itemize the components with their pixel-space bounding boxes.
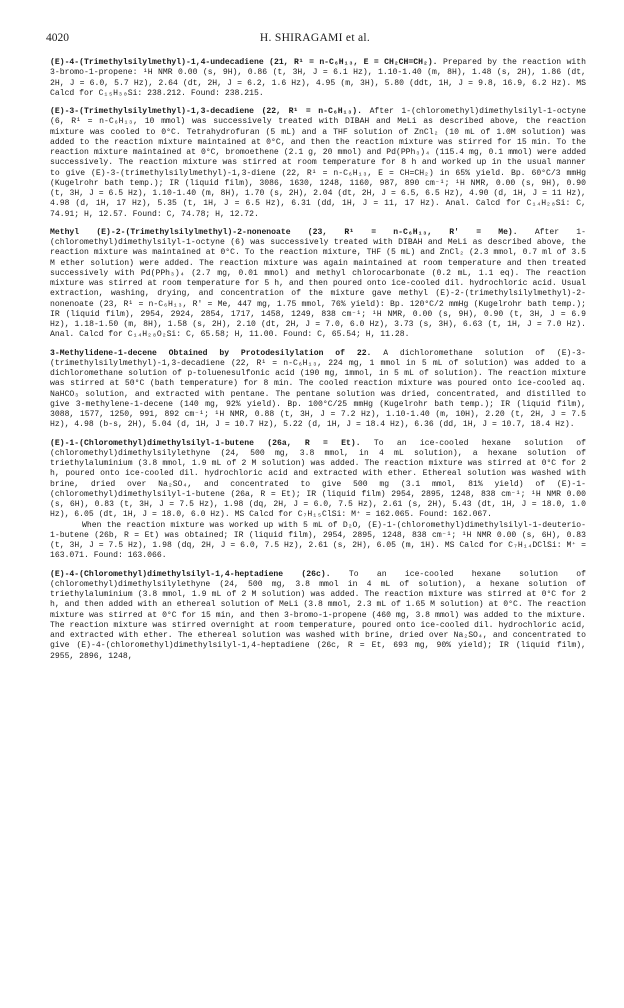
paragraph-compound-26c xyxy=(50,570,586,662)
paragraph-text: A dichloromethane solution of (E)-3-(trimethylsilylmethyl)-1,3-decadiene (22, R¹ = n-C₆H₁₃, 224 mg, 1 mmol in 5 mL of solution) was added to a dichloromethane solution of p-toluenesulfonic acid (190 mg, 1mmol, in 5 mL of solution). The reaction mixture was stirred at 50°C (bath temperature) for 8 min. The cooled reaction mixture was poured onto ice-cooled aq. NaHCO₃ solution, and extracted with pentane. The pentane solution was dried, concentrated, and distilled to give 3-methylene-1-decene (140 mg, 92% yield). Bp. 100°C/25 mmHg (Kugelrohr bath temp.); IR (liquid film), 3088, 1577, 1250, 991, 892 cm⁻¹; ¹H NMR, 0.88 (t, 3H, J = 7.2 Hz), 1.10-1.40 (m, 10H), 2.20 (t, 2H, J = 7.5 Hz), 4.98 (b-s, 2H), 5.04 (d, 1H, J = 10.7 Hz), 5.22 (d, 1H, J = 18.4 Hz), 6.36 (dd, 1H, J = 10.7, 18.4 Hz). xyxy=(50,348,586,430)
compound-heading: (E)-1-(Chloromethyl)dimethylsilyl-1-butene (26a, R = Et). xyxy=(50,438,361,448)
paragraph-text: After 1-(chloromethyl)dimethylsilyl-1-octyne (6, R¹ = n-C₆H₁₃, 10 mmol) was successively treated with DIBAH and MeLi as described above, the reaction mixture was cooled to 0°C. Tetrahydrofuran (5 mL) and a THF solution of ZnCl₂ (10 mL of 1.0M solution) was added to the reaction mixture maintained at 0°C, and then the reaction mixture was stirred for 15 min. To the reaction mixture maintained at 0°C, bromoethene (2.1 g, 20 mmol) and Pd(PPh₃)₄ (115.4 mg, 0.1 mmol) were added successively. The reaction mixture was stirred at room temperature for 8 h and worked up in the usual manner to give (E)-3-(trimethylsilylmethyl)-1,3-diene (22, R¹ = n-C₆H₁₃, E = CH=CH₂) in 65% yield. Bp. 60°C/3 mmHg (Kugelrohr bath temp.); IR (liquid film), 3086, 1630, 1248, 1160, 987, 890 cm⁻¹; ¹H NMR, 0.00 (s, 9H), 0.90 (t, 3H, J = 6.5 Hz), 1.10-1.40 (m, 8H), 1.70 (s, 2H), 2.04 (dt, 2H, J = 6.5, 6.5 Hz), 4.90 (d, 1H, J = 11 Hz), 4.98 (d, 1H, 17 Hz), 5.35 (t, 1H, J = 6.5 Hz), 6.31 (dd, 1H, J = 11, 17 Hz). Anal. Calcd for C₁₄H₂₈Si: C, 74.91; H, 12.57. Found: C, 74.78; H, 12.72. xyxy=(50,107,586,219)
paragraph-text: When the reaction mixture was worked up with 5 mL of D₂O, (E)-1-(chloromethyl)dimethylsilyl-1-deuterio-1-butene (26b, R = Et) was obtained; IR (liquid film), 2954, 2895, 1248, 838 cm⁻¹; ¹H NMR 0.00 (s, 6H), 0.83 (t, 3H, J = 7.5 Hz), 1.98 (dq, 2H, J = 6.0, 7.5 Hz), 2.61 (s, 2H), 6.05 (m, 1H). MS Calcd for C₇H₁₄DClSi: M⁺ = 163.071. Found: 163.066. xyxy=(50,520,586,561)
compound-heading: (E)-3-(Trimethylsilylmethyl)-1,3-decadiene (22, R¹ = n-C₆H₁₃). xyxy=(50,107,362,116)
page-header xyxy=(46,32,584,48)
paragraph-compound-26a xyxy=(50,439,586,521)
paragraph-compound-22 xyxy=(50,107,586,220)
compound-heading: (E)-4-(Trimethylsilylmethyl)-1,4-undecadiene (21, R¹ = n-C₆H₁₃, E = CH₂CH=CH₂). xyxy=(50,58,438,67)
running-head: H. SHIRAGAMI et al. xyxy=(259,32,371,44)
paragraph-compound-23 xyxy=(50,228,586,341)
paragraph-text: To an ice-cooled hexane solution of (chloromethyl)dimethylsilylethyne (24, 500 mg, 3.8 mmol, in 4 mL solution), a hexane solution of triethylaluminium (3.8 mmol, 1.9 mL of 2 M solution) was added. The reaction mixture was stirred at 0°C for 2 h, poured onto ice-cooled dil. hydrochloric acid and extracted with ether. Ethereal solution was washed with brine, dried over Na₂SO₄, and concentrated to give 500 mg (3.1 mmol, 81% yield) of (E)-1-(chloromethyl)dimethylsilyl-1-butene (26a, R = Et); IR (liquid film) 2954, 2895, 1248, 838 cm⁻¹; ¹H NMR 0.00 (s, 6H), 0.83 (t, 3H, J = 7.5 Hz), 1.98 (dq, 2H, J = 6.0, 7.5 Hz), 2.61 (s, 2H), 5.43 (dt, 1H, J = 18.0, 1.0 Hz), 6.05 (dt, 1H, J = 18.0, 6.0 Hz). MS Calcd for C₇H₁₅ClSi: M⁺ = 162.065. Found: 162.067. xyxy=(50,438,587,520)
paragraph-compound-21 xyxy=(50,58,586,99)
experimental-section xyxy=(50,58,586,670)
paragraph-text: Prepared by the reaction with 3-bromo-1-propene: ¹H NMR 0.00 (s, 9H), 0.86 (t, 3H, J = 6.1 Hz), 1.10-1.40 (m, 8H), 1.48 (s, 2H), 1.86 (dt, 2H, J = 6.0, 5.7 Hz), 2.64 (dt, 2H, J = 6.2, 1.6 Hz), 4.95 (m, 3H), 5.80 (ddt, 1H, J = 9.8, 16.9, 6.2 Hz). MS Calcd for C₁₅H₃₀Si: 238.212. Found: 238.215. xyxy=(50,58,586,98)
paragraph-text: After 1-(chloromethyl)dimethylsilyl-1-octyne (6) was successively treated with DIBAH and MeLi as described above, the reaction mixture was maintained at 0°C. To the reaction mixture, THF (5 mL) and ZnCl₂ (2.3 mmol, 0.7 ml of 3.5 M ether solution) were added. The reaction mixture was again maintained at room temperature and then treated successively with Pd(PPh₃)₄ (2.7 mg, 0.01 mmol) and methyl chlorocarbonate (0.2 mL, 1.1 eq). The reaction mixture was stirred at room temperature for 5 h, and then poured onto ice-cooled dil. hydrochloric acid. Usual extraction, washing, drying, and concentration of the mixture gave methyl (E)-2-(trimethylsilylmethyl)-2-nonenoate (23, R¹ = n-C₆H₁₃, R' = Me, 447 mg, 1.75 mmol, 76% yield): Bp. 120°C/2 mmHg (Kugelrohr bath temp.); IR (liquid film), 2954, 2924, 2854, 1717, 1458, 1249, 838 cm⁻¹; ¹H NMR, 0.00 (s, 9H), 0.90 (t, 3H, J = 6.9 Hz), 1.18-1.50 (m, 8H), 1.58 (s, 2H), 2.10 (dt, 2H, J = 7.0, 6.0 Hz), 3.73 (s, 3H), 6.63 (t, 1H, J = 7.0 Hz). Anal. Calcd for C₁₄H₂₈O₂Si: C, 65.58; H, 11.00. Found: C, 65.54; H, 11.28. xyxy=(50,227,586,340)
paragraph-methylidene-decene xyxy=(50,349,586,431)
page-number: 4020 xyxy=(46,32,69,44)
compound-heading: Methyl (E)-2-(Trimethylsilylmethyl)-2-nonenoate (23, R¹ = n-C₆H₁₃, R' = Me). xyxy=(50,227,518,237)
compound-heading: (E)-4-(Chloromethyl)dimethylsilyl-1,4-heptadiene (26c). xyxy=(50,569,331,579)
paragraph-text: To an ice-cooled hexane solution of (chloromethyl)dimethylsilylethyne (24, 500 mg, 3.8 mmol in 4 mL of solution), a hexane solution of triethylaluminium (3.8 mmol, 1.9 mL of 2 M solution) was added. The reaction mixture was stirred at 0°C for 2 h, and then added with an ethereal solution of MeLi (3.8 mmol, 2.3 mL of 1.65 M solution) at 0°C. The reaction mixture was stirred at 0°C for 15 min, and then 3-bromo-1-propene (460 mg, 3.8 mmol) was added to the mixture. The reaction mixture was stirred overnight at room temperature, poured onto ice-cooled dil. hydrochloric acid, and extracted with ether. The ethereal solution was washed with brine, dried over Na₂SO₄, and concentrated to give (E)-4-(chloromethyl)dimethylsilyl-1,4-heptadiene (26c, R = Et, 693 mg, 90% yield); IR (liquid film), 2955, 2896, 1248, xyxy=(50,569,587,661)
compound-heading: 3-Methylidene-1-decene Obtained by Protodesilylation of 22. xyxy=(50,348,372,358)
paragraph-compound-26b xyxy=(50,521,586,562)
